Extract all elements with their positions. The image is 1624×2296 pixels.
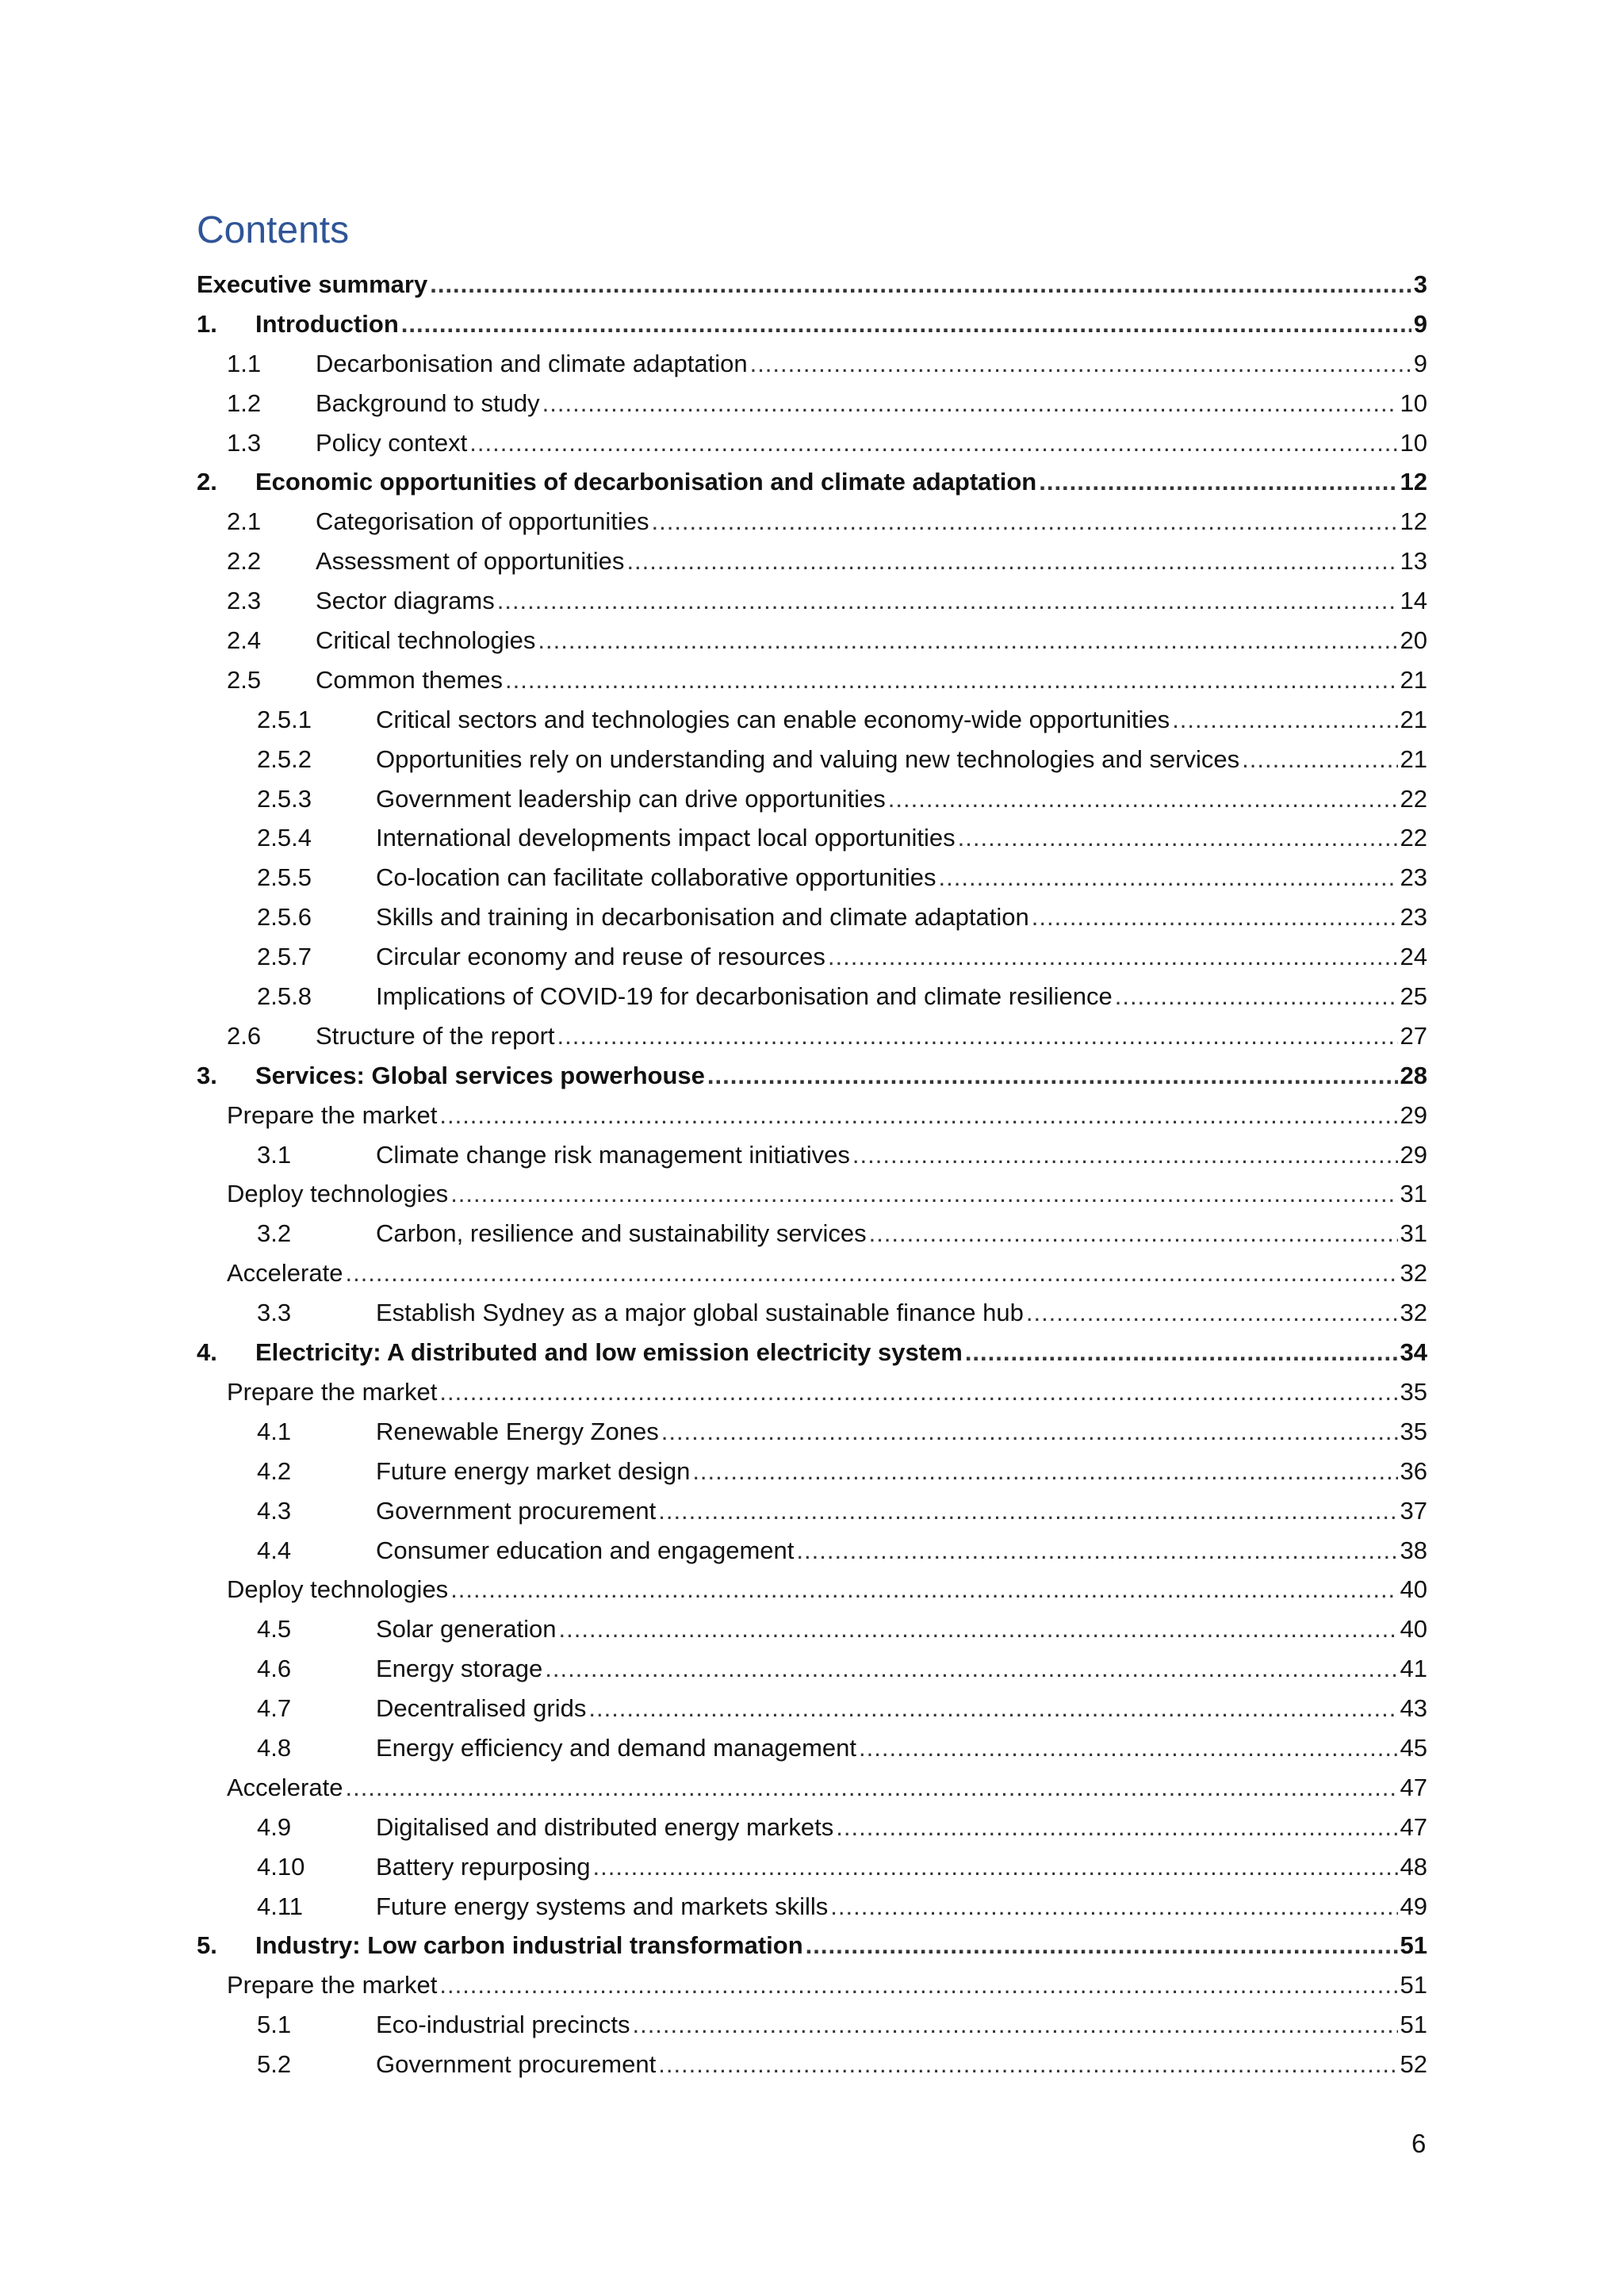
toc-entry-title: Executive summary	[197, 270, 428, 298]
toc-entry-page: 40	[1400, 1615, 1427, 1644]
toc-entry-item[interactable]	[197, 1609, 1427, 1649]
toc-entry-title: Future energy systems and markets skills	[376, 1892, 829, 1920]
dot-leader	[1115, 977, 1398, 1016]
dot-leader	[958, 818, 1398, 858]
toc-entry-title: Categorisation of opportunities	[316, 507, 649, 536]
toc-entry-item[interactable]	[197, 1531, 1427, 1571]
dot-leader	[345, 1768, 1397, 1808]
toc-entry-number: 1.3	[227, 428, 262, 457]
toc-entry-page: 51	[1400, 2011, 1427, 2039]
toc-entry-page: 51	[1400, 1931, 1427, 1960]
toc-entry-title: Carbon, resilience and sustainability services	[376, 1219, 867, 1248]
dot-leader	[830, 1887, 1397, 1927]
toc-entry-title: Co-location can facilitate collaborative opportunities	[376, 863, 936, 892]
toc-entry-number: 4.	[197, 1338, 217, 1367]
toc-entry-title: Decarbonisation and climate adaptation	[316, 349, 748, 377]
toc-entry-subsection[interactable]	[197, 937, 1427, 977]
toc-entry-page: 21	[1400, 665, 1427, 694]
toc-entry-page: 31	[1400, 1219, 1427, 1248]
toc-entry-title: Government procurement	[376, 1496, 657, 1525]
toc-entry-page: 10	[1400, 388, 1427, 417]
toc-entry-chapter-4[interactable]	[197, 1333, 1427, 1372]
toc-entry-title: Background to study	[316, 388, 540, 417]
toc-entry-page: 23	[1400, 903, 1427, 932]
toc-entry-item[interactable]	[197, 1491, 1427, 1531]
toc-entry-number: 3.3	[257, 1299, 292, 1327]
toc-entry-item[interactable]	[197, 1887, 1427, 1927]
dot-leader	[557, 1016, 1398, 1056]
toc-entry-number: 1.	[197, 309, 217, 338]
toc-entry-title: Economic opportunities of decarbonisation and climate adaptation	[255, 468, 1037, 496]
dot-leader	[439, 1096, 1397, 1135]
dot-leader	[836, 1808, 1397, 1847]
toc-entry-number: 2.6	[227, 1021, 262, 1050]
toc-entry-page: 13	[1400, 547, 1427, 576]
toc-entry-chapter-3[interactable]	[197, 1056, 1427, 1096]
dot-leader	[593, 1847, 1398, 1887]
toc-entry-number: 3.	[197, 1061, 217, 1089]
dot-leader	[1039, 462, 1397, 502]
dot-leader	[806, 1926, 1398, 1965]
toc-entry-item[interactable]	[197, 1649, 1427, 1689]
toc-entry-number: 5.1	[257, 2011, 292, 2039]
toc-entry-number: 3.2	[257, 1219, 292, 1248]
toc-entry-page: 29	[1400, 1140, 1427, 1169]
toc-entry-page: 27	[1400, 1021, 1427, 1050]
toc-entry-number: 4.6	[257, 1655, 292, 1683]
toc-entry-title: Renewable Energy Zones	[376, 1417, 659, 1445]
toc-entry-item[interactable]	[197, 1214, 1427, 1253]
dot-leader	[796, 1531, 1397, 1571]
toc-entry-title: Decentralised grids	[376, 1694, 587, 1723]
dot-leader	[658, 2045, 1397, 2084]
toc-entry-title: Implications of COVID-19 for decarbonisation and climate resilience	[376, 982, 1113, 1011]
dot-leader	[1026, 1293, 1398, 1333]
toc-entry-page: 28	[1400, 1061, 1427, 1089]
toc-entry-section[interactable]	[197, 384, 1427, 423]
toc-entry-title: Future energy market design	[376, 1456, 691, 1485]
toc-entry-section[interactable]	[197, 502, 1427, 541]
toc-entry-page: 47	[1400, 1812, 1427, 1841]
toc-entry-page: 12	[1400, 468, 1427, 496]
toc-entry-number: 2.5.3	[257, 784, 312, 813]
toc-entry-item[interactable]	[197, 1808, 1427, 1847]
toc-entry-phase[interactable]	[197, 1096, 1427, 1135]
toc-entry-page: 14	[1400, 587, 1427, 615]
toc-entry-page: 21	[1400, 705, 1427, 733]
toc-entry-title: Climate change risk management initiatives	[376, 1140, 850, 1169]
toc-entry-page: 49	[1400, 1892, 1427, 1920]
toc-entry-title: Sector diagrams	[316, 587, 495, 615]
toc-entry-title: Assessment of opportunities	[316, 547, 625, 576]
toc-entry-page: 52	[1400, 2050, 1427, 2079]
toc-entry-page: 35	[1400, 1417, 1427, 1445]
toc-entry-title: Energy efficiency and demand management	[376, 1733, 857, 1762]
dot-leader	[439, 1372, 1397, 1412]
dot-leader	[626, 541, 1397, 581]
toc-entry-phase[interactable]	[197, 1174, 1427, 1214]
toc-entry-section[interactable]	[197, 541, 1427, 581]
toc-entry-title: International developments impact local opportunities	[376, 824, 956, 852]
toc-entry-title: Critical technologies	[316, 626, 536, 655]
toc-entry-page: 9	[1413, 349, 1427, 377]
toc-entry-page: 41	[1400, 1655, 1427, 1683]
dot-leader	[651, 502, 1397, 541]
toc-entry-page: 21	[1400, 744, 1427, 773]
toc-entry-phase[interactable]	[197, 1253, 1427, 1293]
dot-leader	[707, 1056, 1398, 1096]
dot-leader	[559, 1609, 1398, 1649]
toc-entry-title: Introduction	[255, 309, 399, 338]
toc-entry-number: 2.5.1	[257, 705, 312, 733]
toc-entry-number: 2.5	[227, 665, 262, 694]
toc-entry-page: 37	[1400, 1496, 1427, 1525]
page-title: Contents	[197, 209, 350, 251]
dot-leader	[939, 858, 1398, 897]
toc-entry-page: 22	[1400, 824, 1427, 852]
toc-entry-number: 4.8	[257, 1733, 292, 1762]
toc-entry-page: 23	[1400, 863, 1427, 892]
table-of-contents	[197, 265, 1427, 2084]
dot-leader	[750, 344, 1411, 384]
toc-entry-title: Government leadership can drive opportunities	[376, 784, 886, 813]
toc-entry-number: 5.	[197, 1931, 217, 1960]
toc-entry-page: 20	[1400, 626, 1427, 655]
dot-leader	[505, 660, 1397, 700]
toc-entry-chapter-1[interactable]	[197, 304, 1427, 344]
toc-entry-title: Deploy technologies	[227, 1180, 449, 1208]
toc-entry-title: Circular economy and reuse of resources	[376, 943, 825, 971]
toc-entry-phase[interactable]	[197, 1768, 1427, 1808]
dot-leader	[658, 1491, 1397, 1531]
toc-entry-item[interactable]	[197, 2005, 1427, 2045]
toc-entry-item[interactable]	[197, 1728, 1427, 1768]
toc-entry-number: 2.5.8	[257, 982, 312, 1011]
toc-entry-title: Solar generation	[376, 1615, 557, 1644]
toc-entry-title: Services: Global services powerhouse	[255, 1061, 705, 1089]
toc-entry-title: Prepare the market	[227, 1377, 438, 1406]
dot-leader	[430, 265, 1411, 304]
toc-entry-number: 3.1	[257, 1140, 292, 1169]
toc-entry-page: 47	[1400, 1773, 1427, 1801]
toc-entry-number: 4.7	[257, 1694, 292, 1723]
toc-entry-number: 1.1	[227, 349, 262, 377]
toc-entry-item[interactable]	[197, 1847, 1427, 1887]
toc-entry-number: 2.5.6	[257, 903, 312, 932]
toc-entry-title: Skills and training in decarbonisation and climate adaptation	[376, 903, 1029, 932]
dot-leader	[869, 1214, 1398, 1253]
toc-entry-page: 35	[1400, 1377, 1427, 1406]
toc-entry-number: 2.5.4	[257, 824, 312, 852]
toc-entry-page: 3	[1413, 270, 1427, 298]
toc-entry-phase[interactable]	[197, 1570, 1427, 1609]
dot-leader	[1032, 897, 1398, 937]
toc-entry-subsection[interactable]	[197, 977, 1427, 1016]
toc-entry-page: 12	[1400, 507, 1427, 536]
dot-leader	[661, 1412, 1398, 1452]
toc-entry-subsection[interactable]	[197, 858, 1427, 897]
toc-entry-number: 4.2	[257, 1456, 292, 1485]
toc-entry-item[interactable]	[197, 1293, 1427, 1333]
toc-entry-page: 32	[1400, 1259, 1427, 1288]
dot-leader	[965, 1333, 1398, 1372]
toc-entry-item[interactable]	[197, 1135, 1427, 1175]
toc-entry-number: 2.4	[227, 626, 262, 655]
toc-entry-page: 36	[1400, 1456, 1427, 1485]
toc-entry-title: Eco-industrial precincts	[376, 2011, 630, 2039]
toc-entry-item[interactable]	[197, 2045, 1427, 2084]
toc-entry-subsection[interactable]	[197, 700, 1427, 740]
dot-leader	[497, 581, 1398, 621]
toc-entry-title: Accelerate	[227, 1773, 343, 1801]
toc-entry-title: Policy context	[316, 428, 468, 457]
dot-leader	[588, 1689, 1397, 1728]
toc-entry-page: 9	[1413, 309, 1427, 338]
toc-entry-page: 22	[1400, 784, 1427, 813]
toc-entry-title: Deploy technologies	[227, 1575, 449, 1604]
toc-entry-number: 1.2	[227, 388, 262, 417]
dot-leader	[692, 1452, 1397, 1491]
page-number: 6	[1411, 2129, 1427, 2158]
toc-entry-number: 4.3	[257, 1496, 292, 1525]
toc-entry-number: 4.5	[257, 1615, 292, 1644]
toc-entry-page: 25	[1400, 982, 1427, 1011]
toc-entry-title: Establish Sydney as a major global sustainable finance hub	[376, 1299, 1024, 1327]
toc-entry-page: 48	[1400, 1852, 1427, 1881]
toc-entry-page: 38	[1400, 1536, 1427, 1564]
toc-entry-subsection[interactable]	[197, 897, 1427, 937]
toc-entry-number: 4.1	[257, 1417, 292, 1445]
toc-entry-section[interactable]	[197, 621, 1427, 660]
toc-entry-number: 2.1	[227, 507, 262, 536]
dot-leader	[439, 1965, 1397, 2005]
toc-entry-page: 45	[1400, 1733, 1427, 1762]
dot-leader	[401, 304, 1411, 344]
toc-entry-title: Accelerate	[227, 1259, 343, 1288]
toc-entry-phase[interactable]	[197, 1372, 1427, 1412]
dot-leader	[859, 1728, 1397, 1768]
toc-entry-number: 4.10	[257, 1852, 305, 1881]
toc-entry-section[interactable]	[197, 423, 1427, 463]
dot-leader	[542, 384, 1398, 423]
toc-entry-section[interactable]	[197, 660, 1427, 700]
toc-entry-title: Common themes	[316, 665, 504, 694]
dot-leader	[469, 423, 1397, 463]
toc-entry-page: 43	[1400, 1694, 1427, 1723]
toc-entry-title: Structure of the report	[316, 1021, 555, 1050]
toc-entry-number: 2.3	[227, 587, 262, 615]
toc-entry-page: 29	[1400, 1100, 1427, 1129]
toc-entry-title: Prepare the market	[227, 1100, 438, 1129]
dot-leader	[345, 1253, 1397, 1293]
toc-entry-page: 10	[1400, 428, 1427, 457]
toc-entry-title: Opportunities rely on understanding and valuing new technologies and services	[376, 744, 1240, 773]
toc-entry-chapter-5[interactable]	[197, 1926, 1427, 1965]
dot-leader	[852, 1135, 1398, 1175]
toc-entry-subsection[interactable]	[197, 779, 1427, 819]
toc-entry-number: 2.	[197, 468, 217, 496]
toc-entry-page: 31	[1400, 1180, 1427, 1208]
toc-entry-page: 34	[1400, 1338, 1427, 1367]
toc-entry-chapter-2[interactable]	[197, 462, 1427, 502]
toc-entry-page: 24	[1400, 943, 1427, 971]
toc-entry-number: 4.11	[257, 1892, 304, 1920]
toc-entry-item[interactable]	[197, 1689, 1427, 1728]
toc-entry-subsection[interactable]	[197, 818, 1427, 858]
toc-entry-phase[interactable]	[197, 1965, 1427, 2005]
toc-entry-number: 2.5.7	[257, 943, 312, 971]
toc-entry-subsection[interactable]	[197, 740, 1427, 779]
dot-leader	[1242, 740, 1397, 779]
toc-entry-section[interactable]	[197, 1016, 1427, 1056]
toc-entry-number: 4.4	[257, 1536, 292, 1564]
dot-leader	[538, 621, 1397, 660]
toc-entry-number: 2.5.5	[257, 863, 312, 892]
toc-entry-title: Critical sectors and technologies can enable economy-wide opportunities	[376, 705, 1170, 733]
dot-leader	[450, 1570, 1397, 1609]
toc-entry-title: Electricity: A distributed and low emission electricity system	[255, 1338, 963, 1367]
dot-leader	[450, 1174, 1397, 1214]
dot-leader	[632, 2005, 1397, 2045]
toc-entry-title: Battery repurposing	[376, 1852, 591, 1881]
dot-leader	[888, 779, 1398, 819]
toc-entry-item[interactable]	[197, 1412, 1427, 1452]
toc-entry-page: 40	[1400, 1575, 1427, 1604]
dot-leader	[545, 1649, 1397, 1689]
toc-entry-section[interactable]	[197, 344, 1427, 384]
toc-entry-number: 2.2	[227, 547, 262, 576]
toc-entry-title: Consumer education and engagement	[376, 1536, 795, 1564]
toc-entry-title: Government procurement	[376, 2050, 657, 2079]
toc-entry-number: 5.2	[257, 2050, 292, 2079]
toc-entry-section[interactable]	[197, 581, 1427, 621]
toc-entry-title: Industry: Low carbon industrial transformation	[255, 1931, 803, 1960]
toc-entry-title: Digitalised and distributed energy markets	[376, 1812, 834, 1841]
toc-entry-page: 51	[1400, 1971, 1427, 1999]
dot-leader	[828, 937, 1398, 977]
toc-entry-page: 32	[1400, 1299, 1427, 1327]
dot-leader	[1172, 700, 1397, 740]
toc-entry-number: 2.5.2	[257, 744, 312, 773]
toc-entry-title: Prepare the market	[227, 1971, 438, 1999]
toc-entry-title: Energy storage	[376, 1655, 543, 1683]
toc-entry-number: 4.9	[257, 1812, 292, 1841]
toc-entry-item[interactable]	[197, 1452, 1427, 1491]
toc-entry-executive-summary[interactable]	[197, 265, 1427, 304]
